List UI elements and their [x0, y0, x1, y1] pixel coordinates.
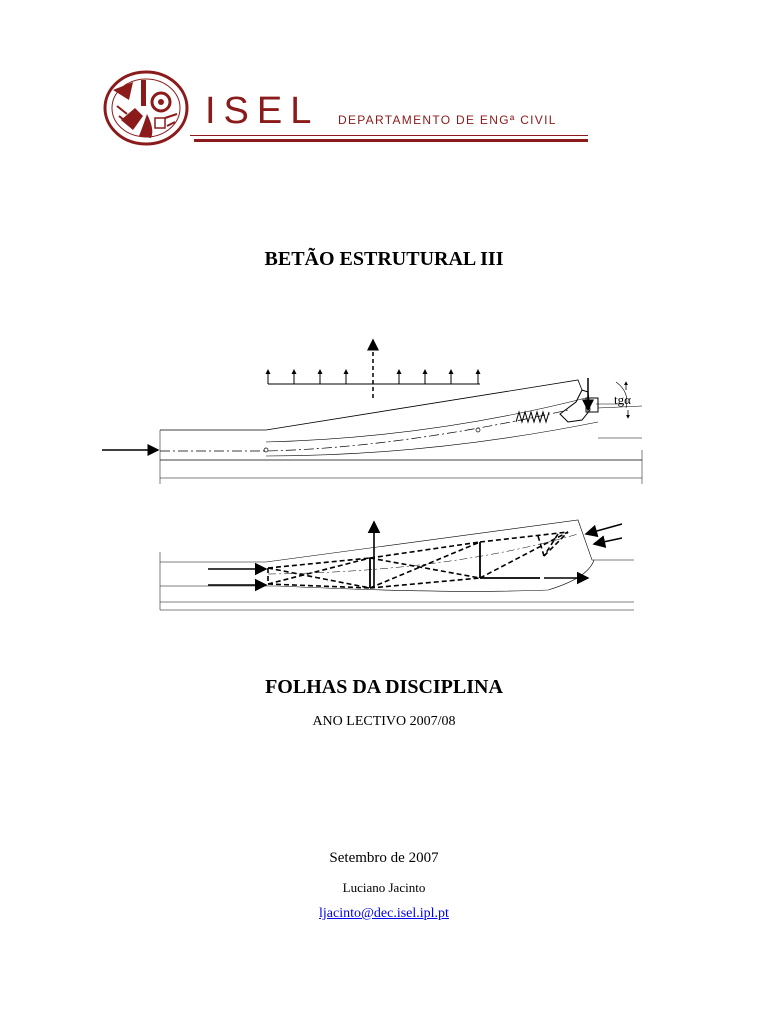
header-divider-thick: [194, 139, 588, 142]
academic-year: ANO LECTIVO 2007/08: [312, 714, 456, 729]
header-divider-thin: [190, 135, 588, 136]
isel-logo: [103, 70, 189, 146]
course-title: BETÃO ESTRUTURAL III: [264, 248, 504, 270]
document-date: Setembro de 2007: [329, 850, 439, 866]
beam-elevation-diagram: [98, 338, 658, 488]
author-email-link[interactable]: ljacinto@dec.isel.ipl.pt: [319, 906, 449, 921]
author-name: Luciano Jacinto: [342, 880, 426, 895]
department-name: DEPARTAMENTO DE ENGª CIVIL: [338, 113, 557, 127]
brand-name: ISEL: [205, 90, 320, 132]
strut-and-tie-diagram: [148, 512, 638, 622]
document-title: FOLHAS DA DISCIPLINA: [265, 676, 503, 698]
angle-label: tgα: [614, 392, 631, 407]
